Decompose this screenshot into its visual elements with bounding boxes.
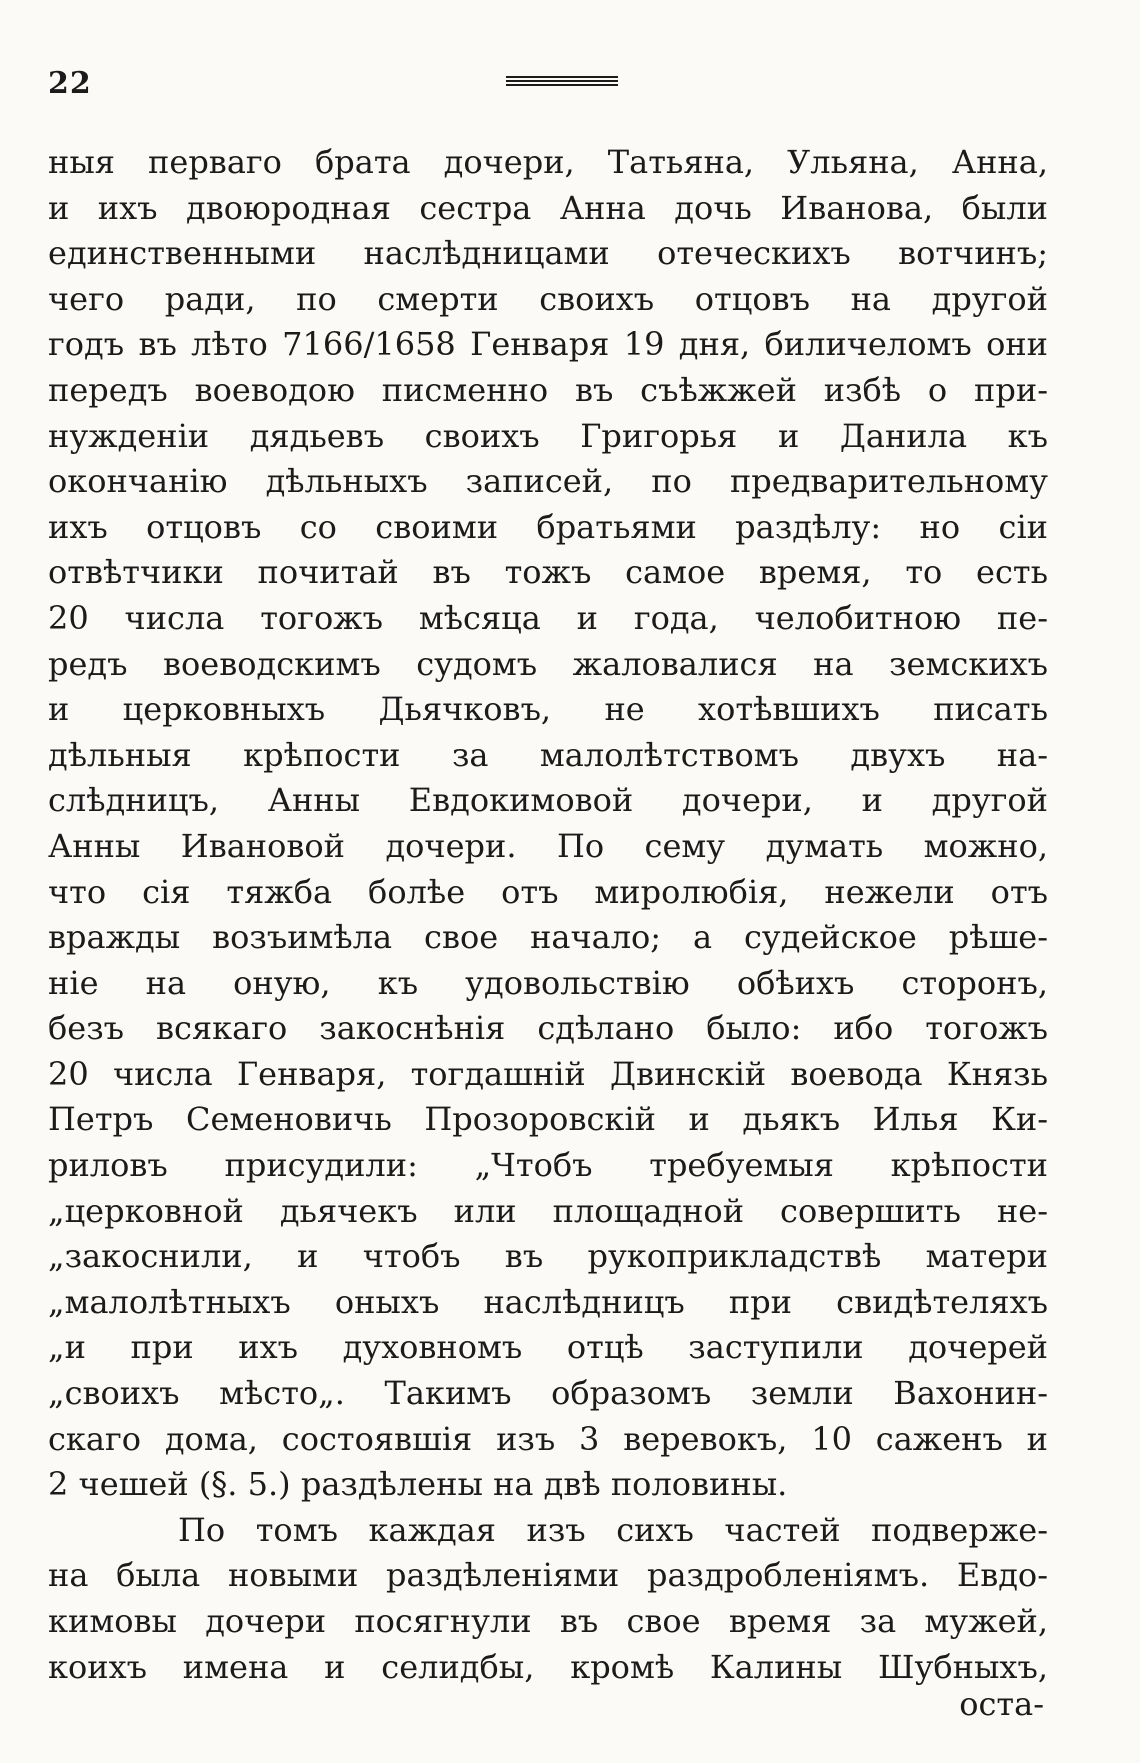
text-line: на была новыми раздѣленiями раздробленiямъ. Евдо- xyxy=(48,1556,1048,1595)
text-line: ихъ отцовъ со своими братьями раздѣлу: но сiи xyxy=(48,507,1048,546)
text-line: отвѣтчики почитай въ тожъ самое время, то есть xyxy=(48,553,1048,592)
text-line: кимовы дочери посягнули въ свое время за мужей, xyxy=(48,1602,1048,1640)
text-line: „малолѣтныхъ оныхъ наслѣдницъ при свидѣтеляхъ xyxy=(48,1282,1048,1321)
text-line: „церковной дьячекъ или площадной совершить не- xyxy=(48,1191,1048,1230)
body-text xyxy=(48,140,1048,1690)
text-line: что сiя тяжба болѣе отъ миролюбiя, нежели отъ xyxy=(48,872,1048,911)
text-line: и ихъ двоюродная сестра Анна дочь Иванова, были xyxy=(48,188,1048,227)
text-line: ныя перваго брата дочери, Татьяна, Ульяна, Анна, xyxy=(48,143,1048,181)
text-line: скаго дома, состоявшiя изъ 3 веревокъ, 10 саженъ и xyxy=(48,1419,1048,1458)
text-line: риловъ присудили: „Чтобъ требуемыя крѣпости xyxy=(48,1146,1048,1185)
text-line: коихъ имена и селидбы, кромѣ Калины Шубныхъ, xyxy=(48,1647,1048,1686)
text-line: безъ всякаго закоснѣнiя сдѣлано было: ибо тогожъ xyxy=(48,1009,1048,1048)
text-line: дѣльныя крѣпости за малолѣтствомъ двухъ на- xyxy=(48,735,1048,774)
text-line-paragraph-end: 2 чешей (§. 5.) раздѣлены на двѣ половины. xyxy=(48,1465,788,1504)
text-line: и церковныхъ Дьячковъ, не хотѣвшихъ писать xyxy=(48,690,1048,729)
text-line: „своихъ мѣсто„. Такимъ образомъ земли Вахонин- xyxy=(48,1374,1048,1413)
text-line: Петръ Семеновичь Прозоровскiй и дьякъ Илья Ки- xyxy=(48,1100,1048,1139)
text-line: „закоснили, и чтобъ въ рукоприкладствѣ матери xyxy=(48,1237,1048,1276)
text-line: нiе на оную, къ удовольствiю обѣихъ сторонъ, xyxy=(48,963,1048,1002)
catchword: оста- xyxy=(959,1685,1044,1723)
text-line: вражды возъимѣла свое начало; а судейское рѣше- xyxy=(48,918,1048,957)
text-line: 20 числа тогожъ мѣсяца и года, челобитною пе- xyxy=(48,598,1048,637)
header-ornament-rule xyxy=(506,76,618,87)
page-number: 22 xyxy=(48,66,92,101)
text-line-paragraph-start: По томъ каждая изъ сихъ частей подверже- xyxy=(178,1510,1048,1549)
text-line: нужденiи дядьевъ своихъ Григорья и Данила къ xyxy=(48,416,1048,455)
text-line: редъ воеводскимъ судомъ жаловалися на земскихъ xyxy=(48,644,1048,683)
text-line: „и при ихъ духовномъ отцѣ заступили дочерей xyxy=(48,1328,1048,1367)
text-line: окончанiю дѣльныхъ записей, по предварительному xyxy=(48,462,1048,501)
text-line: Анны Ивановой дочери. По сему думать можно, xyxy=(48,826,1048,865)
text-line: 20 числа Генваря, тогдашнiй Двинскiй воевода Князь xyxy=(48,1054,1048,1093)
text-line: слѣдницъ, Анны Евдокимовой дочери, и другой xyxy=(48,781,1048,820)
text-line: единственными наслѣдницами отеческихъ вотчинъ; xyxy=(48,234,1048,273)
text-line: годъ въ лѣто 7166/1658 Генваря 19 дня, биличеломъ они xyxy=(48,325,1048,364)
text-line: чего ради, по смерти своихъ отцовъ на другой xyxy=(48,279,1048,318)
text-line: передъ воеводою писменно въ съѣжжей избѣ о при- xyxy=(48,370,1048,409)
